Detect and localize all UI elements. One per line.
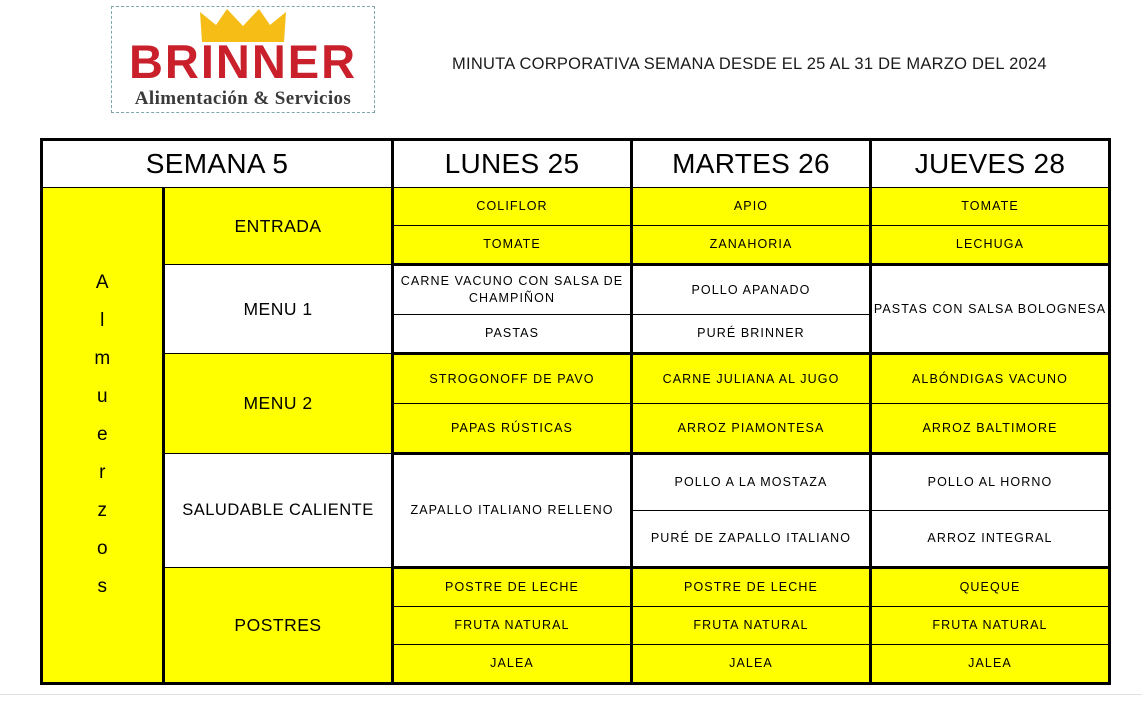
menu-cell-saludable-jueves-2: ARROZ INTEGRAL — [871, 511, 1110, 568]
almuerzos-letter: o — [96, 538, 109, 559]
menu-cell-menu1-martes-1: POLLO APANADO — [632, 265, 871, 315]
menu-cell-menu2-martes-1: CARNE JULIANA AL JUGO — [632, 354, 871, 404]
side-label-almuerzos — [42, 188, 164, 684]
menu-cell-entrada-lunes-1: COLIFLOR — [393, 188, 632, 226]
menu-cell-menu2-jueves-2: ARROZ BALTIMORE — [871, 404, 1110, 454]
column-header-martes: MARTES 26 — [632, 140, 871, 188]
table-row — [42, 454, 1110, 511]
almuerzos-letter: z — [97, 500, 108, 521]
page-header — [0, 0, 1142, 130]
almuerzos-letter: A — [95, 272, 110, 293]
table-row — [42, 568, 1110, 607]
menu-cell-entrada-martes-1: APIO — [632, 188, 871, 226]
menu-cell-entrada-jueves-1: TOMATE — [871, 188, 1110, 226]
table-row — [42, 265, 1110, 315]
menu-cell-postres-martes-2: FRUTA NATURAL — [632, 607, 871, 645]
menu-cell-menu2-martes-2: ARROZ PIAMONTESA — [632, 404, 871, 454]
menu-cell-entrada-lunes-2: TOMATE — [393, 226, 632, 265]
menu-cell-menu2-jueves-1: ALBÓNDIGAS VACUNO — [871, 354, 1110, 404]
menu-cell-menu1-jueves-merged: PASTAS CON SALSA BOLOGNESA — [871, 265, 1110, 354]
weekly-menu-table — [40, 138, 1111, 685]
table-header-row — [42, 140, 1110, 188]
almuerzos-letter: l — [100, 310, 105, 331]
almuerzos-letter: s — [97, 576, 108, 597]
menu-cell-menu1-lunes-2: PASTAS — [393, 315, 632, 354]
almuerzos-letter: m — [94, 348, 111, 369]
menu-cell-entrada-martes-2: ZANAHORIA — [632, 226, 871, 265]
menu-cell-saludable-martes-1: POLLO A LA MOSTAZA — [632, 454, 871, 511]
column-header-jueves: JUEVES 28 — [871, 140, 1110, 188]
footer-divider — [0, 694, 1142, 695]
column-header-lunes: LUNES 25 — [393, 140, 632, 188]
menu-cell-menu2-lunes-1: STROGONOFF DE PAVO — [393, 354, 632, 404]
menu-cell-saludable-martes-2: PURÉ DE ZAPALLO ITALIANO — [632, 511, 871, 568]
menu-cell-postres-lunes-1: POSTRE DE LECHE — [393, 568, 632, 607]
document-title: MINUTA CORPORATIVA SEMANA DESDE EL 25 AL 31 DE MARZO DEL 2024 — [452, 55, 1047, 73]
table-row — [42, 354, 1110, 404]
menu-cell-saludable-jueves-1: POLLO AL HORNO — [871, 454, 1110, 511]
menu-cell-postres-martes-1: POSTRE DE LECHE — [632, 568, 871, 607]
column-header-semana: SEMANA 5 — [42, 140, 393, 188]
menu-cell-menu1-lunes-1: CARNE VACUNO CON SALSA DE CHAMPIÑON — [393, 265, 632, 315]
menu-cell-menu2-lunes-2: PAPAS RÚSTICAS — [393, 404, 632, 454]
menu-cell-postres-jueves-1: QUEQUE — [871, 568, 1110, 607]
logo-tagline: Alimentación & Servicios — [134, 88, 352, 109]
menu-cell-menu1-martes-2: PURÉ BRINNER — [632, 315, 871, 354]
category-label-menu-1: MENU 1 — [164, 265, 393, 354]
category-label-saludable-caliente: SALUDABLE CALIENTE — [164, 454, 393, 568]
almuerzos-letter: u — [96, 386, 109, 407]
almuerzos-letter: e — [96, 424, 109, 445]
menu-cell-postres-jueves-2: FRUTA NATURAL — [871, 607, 1110, 645]
logo-wordmark: BRINNER — [128, 35, 358, 88]
almuerzos-letter: r — [99, 462, 106, 483]
menu-cell-postres-martes-3: JALEA — [632, 645, 871, 684]
category-label-postres: POSTRES — [164, 568, 393, 684]
menu-cell-entrada-jueves-2: LECHUGA — [871, 226, 1110, 265]
menu-cell-saludable-lunes-merged: ZAPALLO ITALIANO RELLENO — [393, 454, 632, 568]
category-label-menu-2: MENU 2 — [164, 354, 393, 454]
category-label-entrada: ENTRADA — [164, 188, 393, 265]
brinner-logo[interactable] — [111, 6, 375, 113]
menu-cell-postres-lunes-3: JALEA — [393, 645, 632, 684]
table-row — [42, 188, 1110, 226]
menu-cell-postres-jueves-3: JALEA — [871, 645, 1110, 684]
menu-cell-postres-lunes-2: FRUTA NATURAL — [393, 607, 632, 645]
